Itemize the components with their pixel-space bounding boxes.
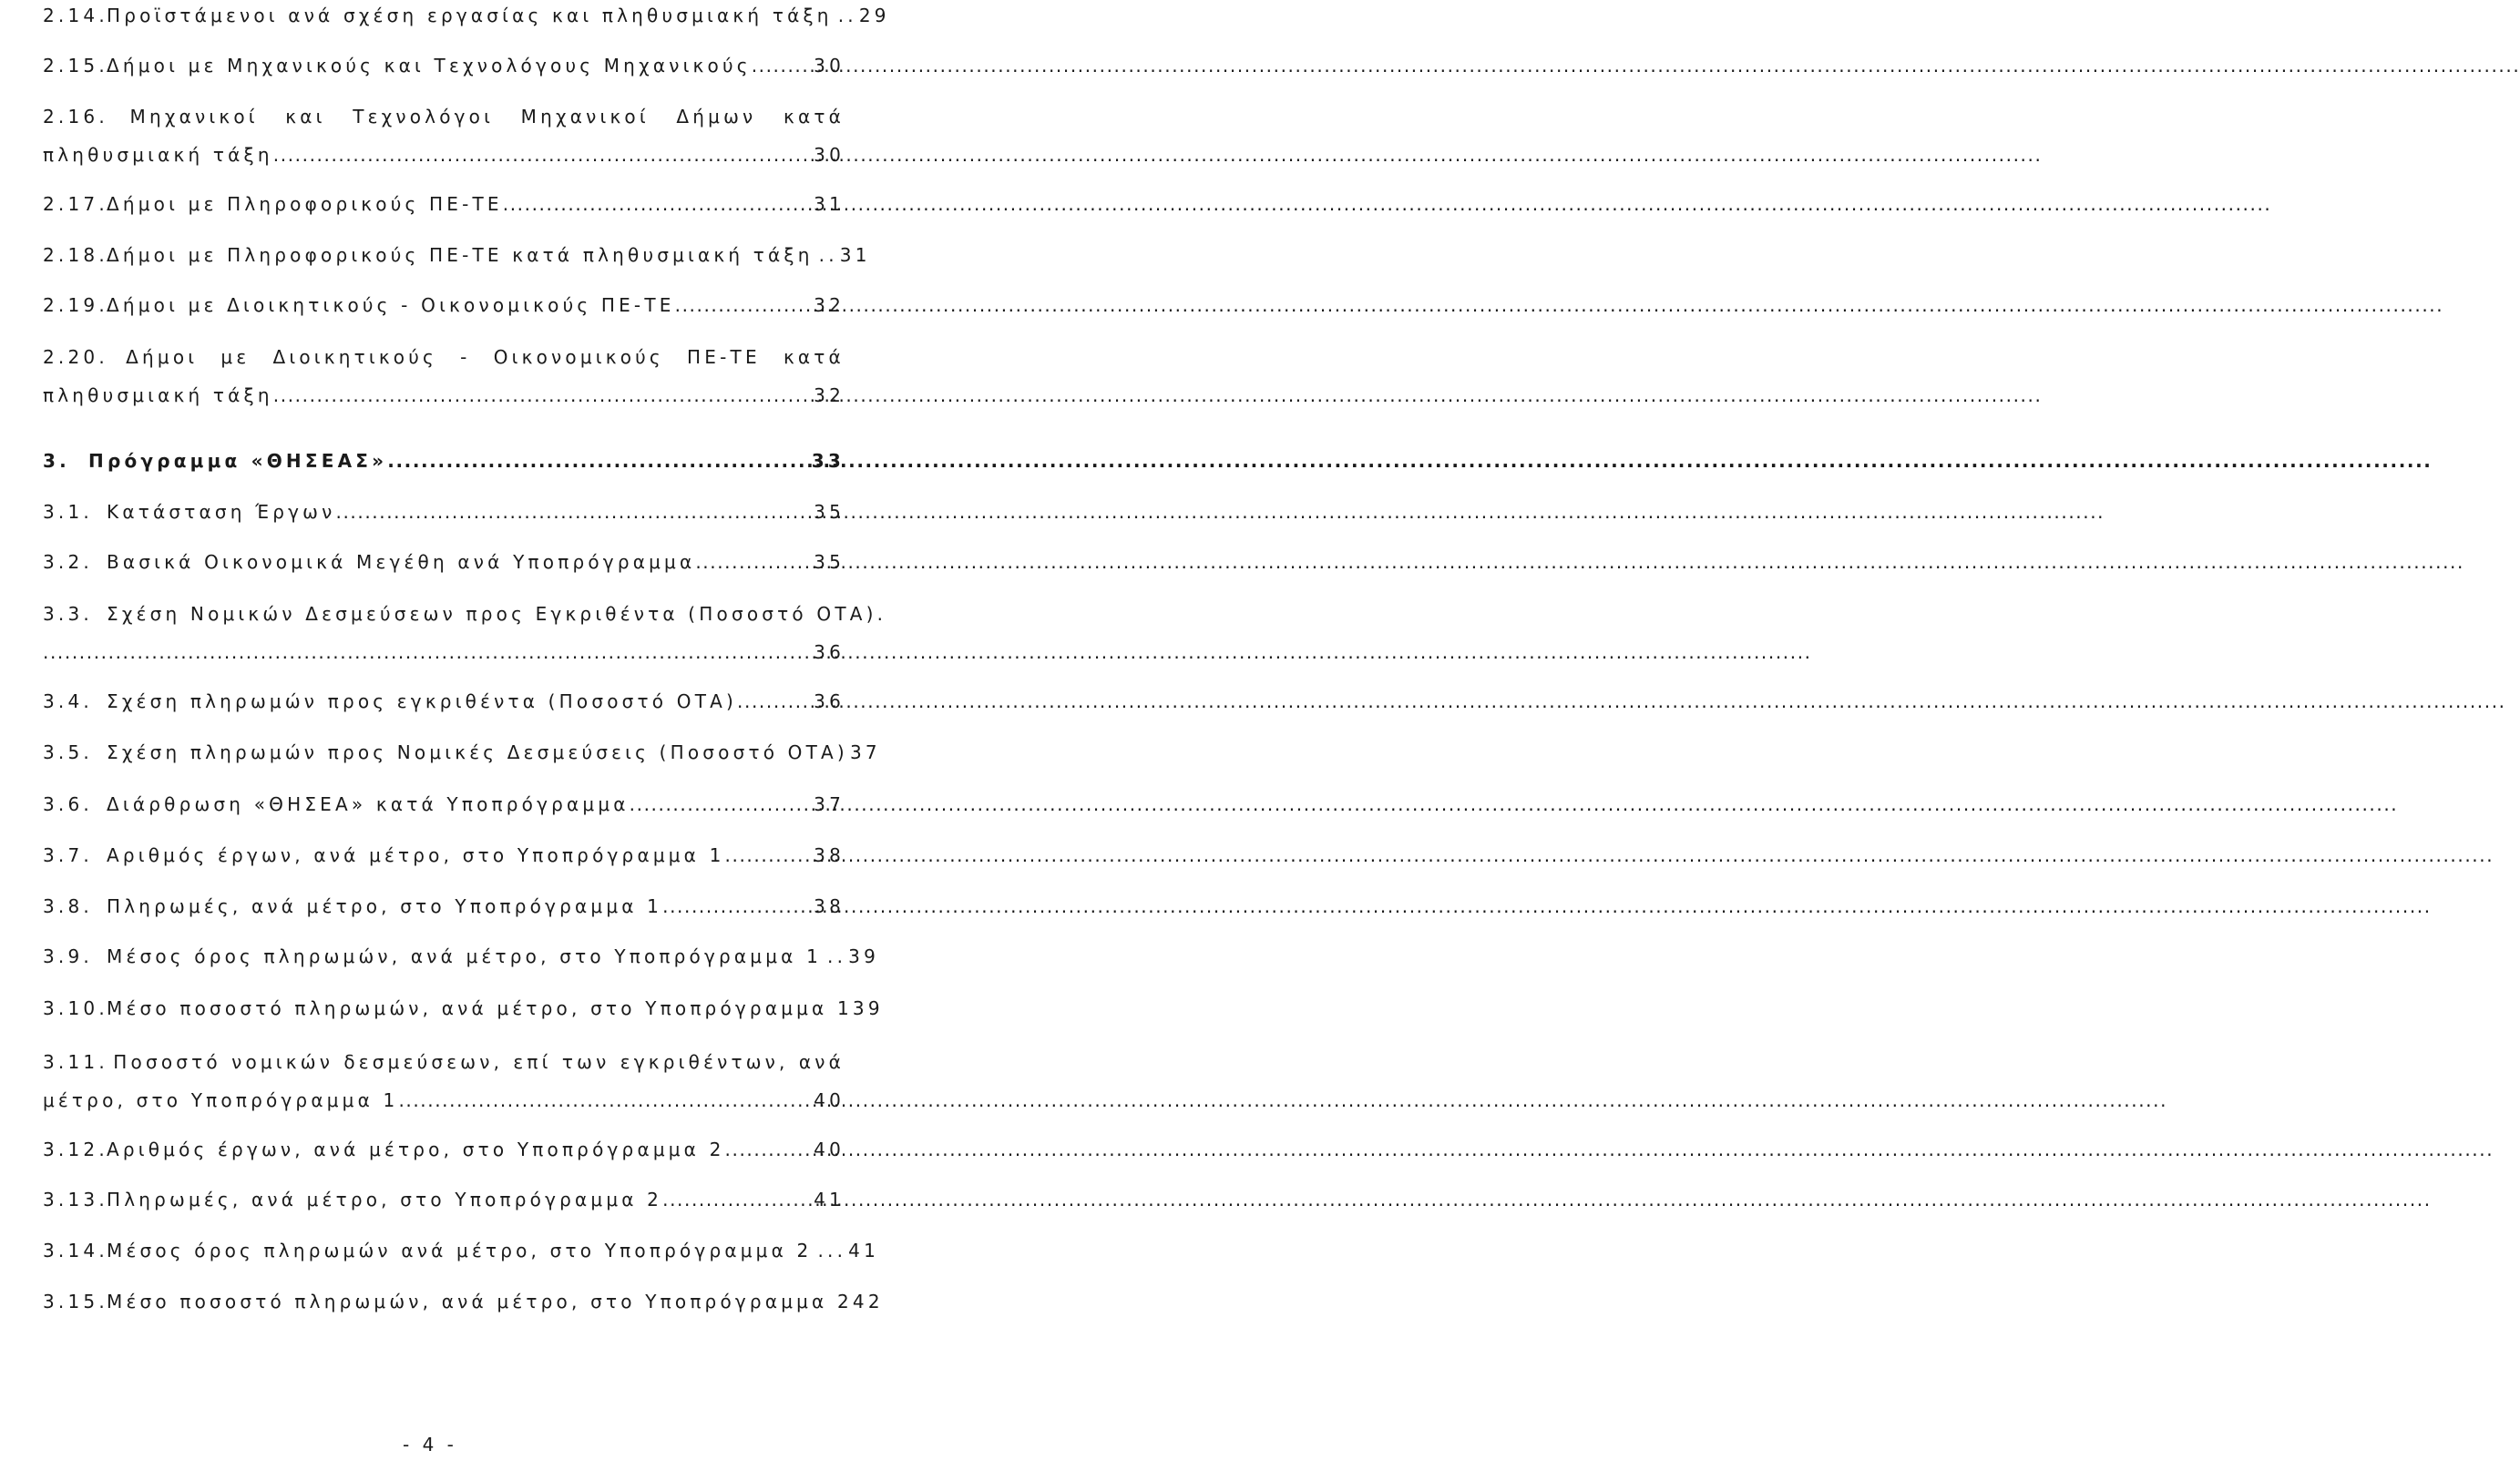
toc-entry-title: Μέσο ποσοστό πληρωμών, ανά μέτρο, στο Υποπρόγραμμα 1 [107, 997, 853, 1019]
toc-entry-title: πληθυσμιακή τάξη [43, 384, 273, 406]
toc-entry [43, 943, 880, 970]
toc-entry-title: Δήμοι με Μηχανικούς και Τεχνολόγους Μηχανικούς [107, 55, 752, 77]
toc-entry-title: Δήμοι με Διοικητικούς - Οικονομικούς ΠΕ-ΤΕ [107, 294, 675, 316]
toc-title-word: ΠΕ-ΤΕ [687, 346, 761, 368]
toc-entry [43, 1136, 845, 1163]
toc-title-word: νομικών [231, 1051, 334, 1073]
toc-title-word: και [285, 106, 326, 128]
toc-leader-dots [737, 688, 812, 715]
toc-entry [43, 241, 871, 269]
toc-entry [43, 343, 845, 371]
toc-entry [43, 791, 845, 818]
toc-entry-page: 36 [814, 690, 845, 712]
toc-entry-title: Σχέση πληρωμών προς εγκριθέντα (Ποσοστό ΟΤΑ) [107, 690, 738, 712]
toc-title-word: κατά [783, 346, 845, 368]
toc-entry-continuation [43, 382, 845, 409]
toc-entry-page: 39 [852, 997, 884, 1019]
toc-title-word: Μηχανικοί [520, 106, 650, 128]
toc-entry-continuation [43, 141, 845, 169]
toc-entry-page: 30 [814, 144, 845, 166]
toc-entry [43, 190, 845, 218]
toc-leader-dots: .. [827, 945, 847, 967]
toc-entry-page: 40 [814, 1089, 845, 1111]
toc-entry-title: Μέσο ποσοστό πληρωμών, ανά μέτρο, στο Υποπρόγραμμα 2 [107, 1291, 853, 1312]
toc-leader-dots [630, 791, 812, 818]
toc-entry-page: 41 [814, 1189, 845, 1210]
toc-leader-dots [336, 498, 813, 526]
toc-entry-number: 3.8. [43, 895, 93, 917]
toc-leader-dots [752, 52, 812, 79]
toc-entry [43, 739, 881, 766]
toc-entry-title: μέτρο, στο Υποπρόγραμμα 1 [43, 1089, 399, 1111]
toc-leader-dots [43, 638, 812, 666]
toc-title-word: κατά [783, 106, 845, 128]
toc-entry-number: 3.6. [43, 793, 93, 815]
toc-entry [43, 842, 845, 869]
toc-entry-page: 32 [814, 294, 845, 316]
toc-entry-page: 35 [814, 501, 845, 523]
toc-entry-number: 3.1. [43, 501, 93, 523]
toc-entry-number: 3.5. [43, 741, 93, 763]
toc-entry [43, 498, 845, 526]
toc-leader-dots [662, 1186, 812, 1213]
toc-entry-number: 2.18. [43, 244, 108, 266]
toc-entry [43, 52, 845, 79]
toc-entry-number: 3.13. [43, 1189, 108, 1210]
toc-entry [43, 893, 845, 920]
toc-entry-page: 37 [849, 741, 881, 763]
toc-leader-dots [398, 1087, 812, 1114]
toc-leader-dots: ... [817, 1240, 847, 1261]
toc-title-word: Μηχανικοί [129, 106, 259, 128]
toc-entry-page: 38 [814, 844, 845, 866]
toc-entry-page: 42 [852, 1291, 884, 1312]
toc-title-word: ανά [798, 1051, 845, 1073]
toc-title-word: επί [513, 1051, 552, 1073]
toc-entry-number: 2.16. [43, 106, 108, 128]
toc-leader-dots: .. [818, 244, 838, 266]
toc-entry-title: πληθυσμιακή τάξη [43, 144, 273, 166]
toc-entry [43, 688, 845, 715]
toc-entry-number: 3.9. [43, 945, 93, 967]
toc-entry-title: Προϊστάμενοι ανά σχέση εργασίας και πληθυσμιακή τάξη [107, 5, 833, 26]
toc-entry [43, 995, 884, 1022]
toc-leader-dots [273, 382, 812, 409]
toc-entry [43, 291, 845, 319]
toc-entry-number: 2.20. [43, 346, 108, 368]
toc-entry-number: 3.14. [43, 1240, 108, 1261]
toc-entry-title: Αριθμός έργων, ανά μέτρο, στο Υποπρόγραμμα 1 [107, 844, 725, 866]
toc-title-word: εγκριθέντων, [620, 1051, 789, 1073]
toc-title-word: των [561, 1051, 610, 1073]
toc-title-word: Τεχνολόγοι [353, 106, 495, 128]
toc-entry-number: 2.15. [43, 55, 108, 77]
toc-entry-title: Σχέση πληρωμών προς Νομικές Δεσμεύσεις (Ποσοστό ΟΤΑ) [107, 741, 848, 763]
toc-entry [43, 1288, 884, 1315]
toc-section-page: 33 [811, 450, 845, 472]
toc-entry-title: Μέσος όρος πληρωμών, ανά μέτρο, στο Υποπρόγραμμα 1 [107, 945, 823, 967]
document-page [0, 0, 890, 1481]
toc-leader-dots [675, 291, 813, 319]
toc-entry-page: 38 [814, 895, 845, 917]
toc-entry-title: Δήμοι με Πληροφορικούς ΠΕ-ΤΕ [107, 193, 503, 215]
page-number: - 4 - [403, 1434, 457, 1455]
toc-entry [43, 103, 845, 130]
toc-entry-title: Μέσος όρος πληρωμών ανά μέτρο, στο Υποπρόγραμμα 2 [107, 1240, 813, 1261]
toc-entry-title: Αριθμός έργων, ανά μέτρο, στο Υποπρόγραμμα 2 [107, 1139, 725, 1160]
toc-title-word: δεσμεύσεων, [343, 1051, 504, 1073]
toc-entry-number: 3.7. [43, 844, 93, 866]
toc-leader-dots [695, 548, 812, 576]
toc-entry-page: 36 [814, 641, 845, 663]
toc-entry-title: Διάρθρωση «ΘΗΣΕΑ» κατά Υποπρόγραμμα [107, 793, 630, 815]
toc-title-word: Δήμοι [126, 346, 199, 368]
toc-entry [43, 600, 887, 628]
toc-entry-number: 3.3. [43, 603, 93, 625]
toc-entry [43, 1048, 845, 1076]
toc-entry-page: 40 [814, 1139, 845, 1160]
toc-leader-dots [273, 141, 812, 169]
toc-leader-dots [725, 842, 813, 869]
toc-title-word: - [460, 346, 471, 368]
toc-entry-title: Δήμοι με Πληροφορικούς ΠΕ-ΤΕ κατά πληθυσμιακή τάξη [107, 244, 814, 266]
toc-leader-dots: .. [837, 5, 857, 26]
toc-entry-page: 32 [814, 384, 845, 406]
toc-entry-page: 29 [858, 5, 890, 26]
toc-entry-number: 3.10. [43, 997, 108, 1019]
toc-entry-number: 2.19. [43, 294, 108, 316]
toc-entry-page: 31 [814, 193, 845, 215]
toc-entry [43, 2, 890, 29]
toc-leader-dots [503, 190, 812, 218]
toc-title-word: Δήμων [676, 106, 757, 128]
toc-entry-continuation [43, 1087, 845, 1114]
toc-entry-page: 31 [839, 244, 871, 266]
toc-entry-title: Βασικά Οικονομικά Μεγέθη ανά Υποπρόγραμμα [107, 551, 696, 573]
toc-entry-title: Κατάσταση Έργων [107, 501, 336, 523]
toc-entry-number: 2.17. [43, 193, 108, 215]
toc-entry-number: 3.11. [43, 1051, 108, 1073]
toc-section-heading [43, 447, 845, 475]
toc-entry-page: 37 [814, 793, 845, 815]
toc-title-word: Διοικητικούς [272, 346, 437, 368]
toc-entry-number: 2.14. [43, 5, 108, 26]
toc-leader-dots [725, 1136, 813, 1163]
toc-entry-title: Σχέση Νομικών Δεσμεύσεων προς Εγκριθέντα (Ποσοστό ΟΤΑ). [107, 603, 887, 625]
toc-title-word: με [220, 346, 251, 368]
toc-leader-dots [662, 893, 812, 920]
toc-entry-continuation [43, 638, 845, 666]
toc-section-title: Πρόγραμμα «ΘΗΣΕΑΣ» [88, 450, 388, 472]
toc-leader-dots [387, 447, 810, 475]
toc-entry [43, 1186, 845, 1213]
toc-entry [43, 1237, 880, 1264]
toc-entry-page: 39 [848, 945, 880, 967]
toc-entry-page: 30 [814, 55, 845, 77]
toc-section-number: 3. [43, 450, 70, 472]
toc-entry-page: 41 [848, 1240, 880, 1261]
toc-entry-title: Πληρωμές, ανά μέτρο, στο Υποπρόγραμμα 1 [107, 895, 663, 917]
toc-entry [43, 548, 845, 576]
toc-entry-page: 35 [814, 551, 845, 573]
toc-entry-number: 3.15. [43, 1291, 108, 1312]
toc-entry-title: Πληρωμές, ανά μέτρο, στο Υποπρόγραμμα 2 [107, 1189, 663, 1210]
toc-entry-number: 3.4. [43, 690, 93, 712]
toc-title-word: Ποσοστό [113, 1051, 221, 1073]
toc-title-word: Οικονομικούς [493, 346, 664, 368]
toc-entry-number: 3.12. [43, 1139, 108, 1160]
toc-entry-number: 3.2. [43, 551, 93, 573]
